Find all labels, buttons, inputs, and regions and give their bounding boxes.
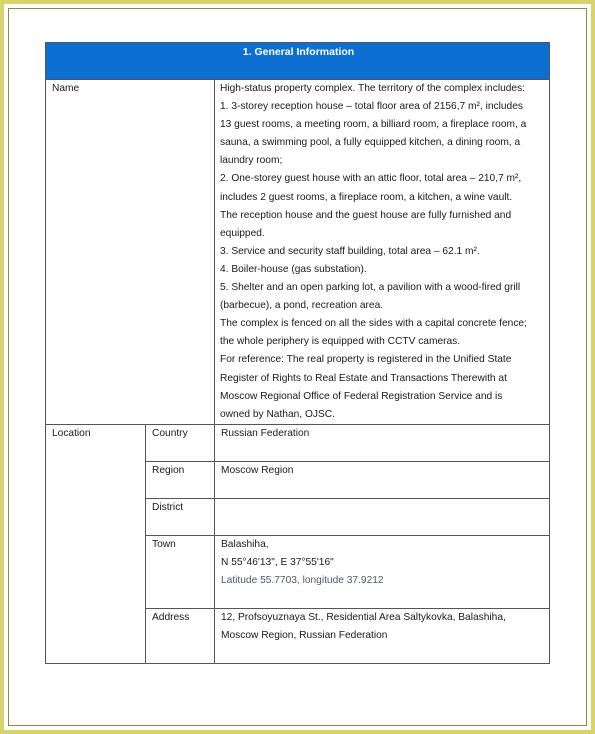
country-label: Country bbox=[146, 424, 215, 461]
region-value: Moscow Region bbox=[215, 461, 550, 498]
description-line: 13 guest rooms, a meeting room, a billiard room, a fireplace room, a bbox=[220, 119, 527, 131]
description-line: The complex is fenced on all the sides with a capital concrete fence; bbox=[220, 318, 527, 330]
section-title: 1. General Information bbox=[46, 43, 550, 80]
description-line: 4. Boiler-house (gas substation). bbox=[220, 263, 367, 275]
address-line: 12, Profsoyuznaya St., Residential Area Saltykovka, Balashiha, bbox=[221, 611, 506, 623]
region-label: Region bbox=[146, 461, 215, 498]
description-line: Moscow Regional Office of Federal Registration Service and is bbox=[220, 390, 503, 402]
description-line: 1. 3-storey reception house – total floor area of 2156,7 m², includes bbox=[220, 101, 523, 113]
general-information-table bbox=[45, 42, 550, 664]
name-row bbox=[46, 80, 550, 425]
address-label: Address bbox=[146, 608, 215, 663]
description-line: includes 2 guest rooms, a fireplace room, a kitchen, a wine vault. bbox=[220, 191, 513, 203]
description-line: For reference: The real property is registered in the Unified State bbox=[220, 354, 512, 366]
address-value bbox=[215, 608, 550, 663]
description-line: sauna, a swimming pool, a fully equipped kitchen, a dining room, a bbox=[220, 137, 521, 149]
district-value bbox=[215, 498, 550, 535]
country-value: Russian Federation bbox=[215, 424, 550, 461]
address-line: Moscow Region, Russian Federation bbox=[221, 629, 388, 641]
description-line: 3. Service and security staff building, total area – 62.1 m². bbox=[220, 245, 480, 257]
description-line: owned by Nathan, OJSC. bbox=[220, 408, 335, 420]
name-description bbox=[215, 80, 550, 425]
town-label: Town bbox=[146, 535, 215, 608]
description-line: (barbecue), a pond, recreation area. bbox=[220, 300, 384, 312]
town-name: Balashiha, bbox=[221, 538, 269, 550]
location-country-row bbox=[46, 424, 550, 461]
district-label: District bbox=[146, 498, 215, 535]
town-latlon: Latitude 55.7703, longitude 37.9212 bbox=[221, 574, 384, 586]
section-header-row bbox=[46, 43, 550, 80]
location-label: Location bbox=[46, 424, 146, 663]
description-line: High-status property complex. The territory of the complex includes: bbox=[220, 83, 526, 94]
town-value bbox=[215, 535, 550, 608]
town-coordinates: N 55°46'13", E 37°55'16" bbox=[221, 556, 334, 568]
description-line: 5. Shelter and an open parking lot, a pavilion with a wood-fired grill bbox=[220, 282, 521, 294]
description-line: equipped. bbox=[220, 227, 265, 239]
description-line: The reception house and the guest house are fully furnished and bbox=[220, 209, 512, 221]
description-line: 2. One-storey guest house with an attic floor, total area – 210,7 m², bbox=[220, 173, 522, 185]
name-label: Name bbox=[46, 80, 215, 425]
description-line: laundry room; bbox=[220, 155, 283, 167]
description-line: Register of Rights to Real Estate and Transactions Therewith at bbox=[220, 372, 507, 384]
description-line: the whole periphery is equipped with CCTV cameras. bbox=[220, 336, 461, 348]
